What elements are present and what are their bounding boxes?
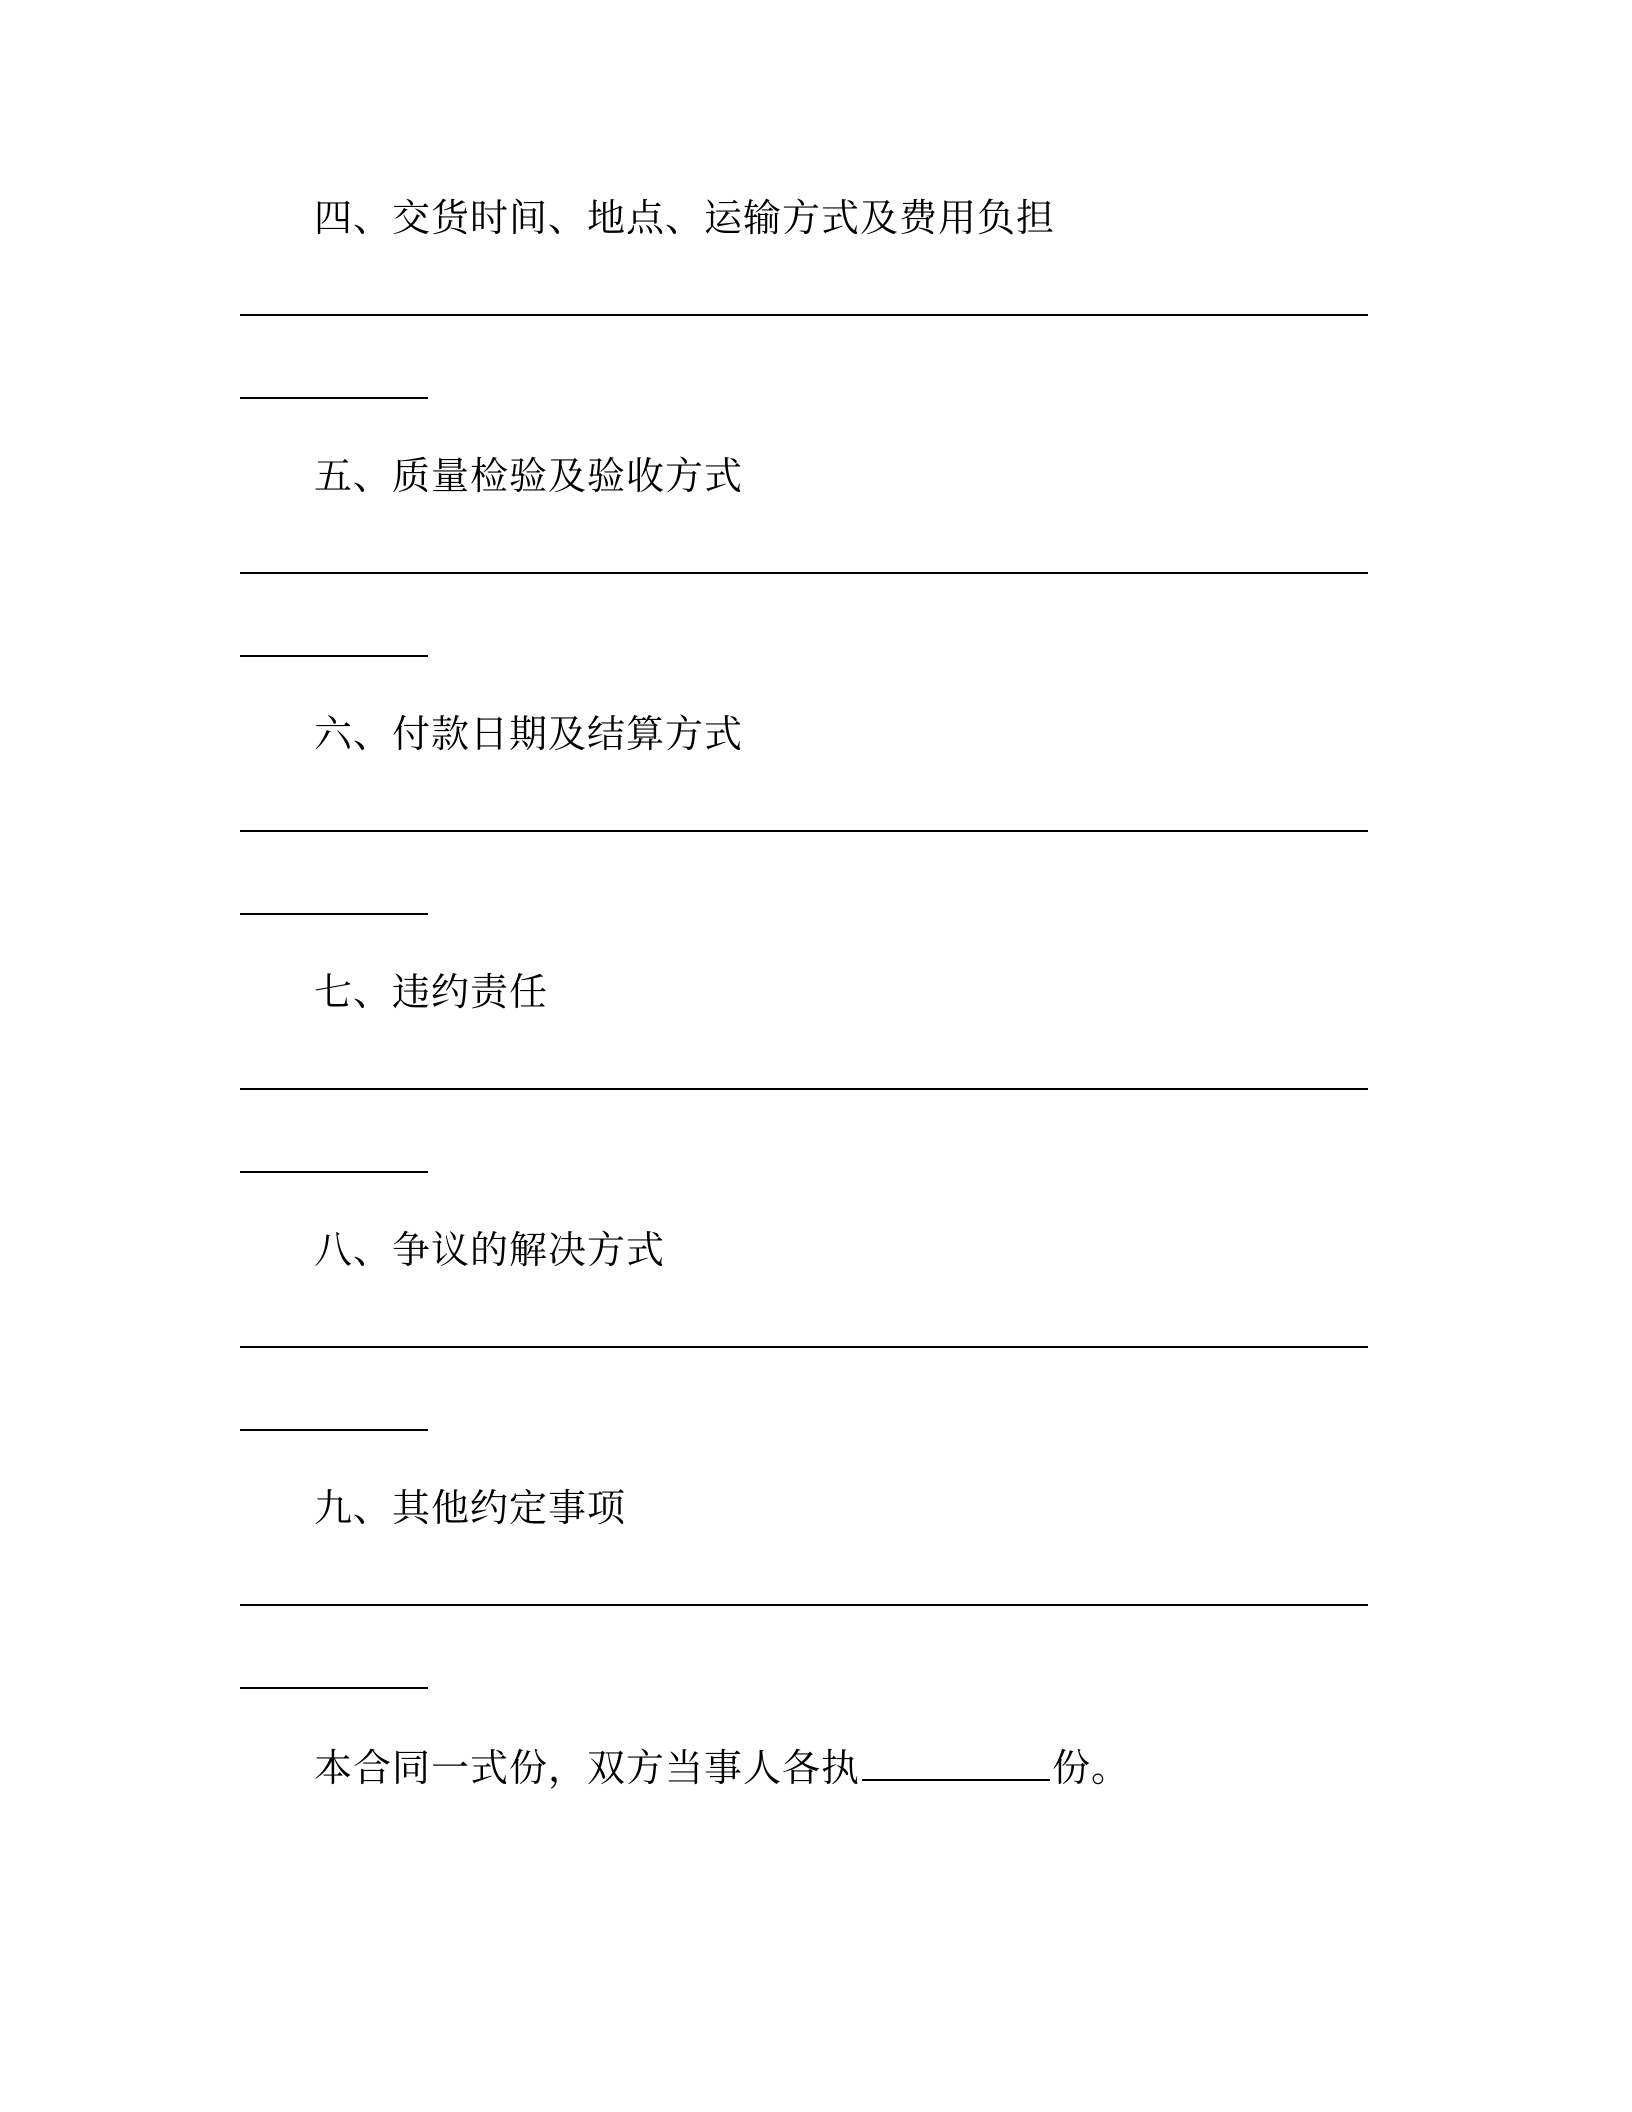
section-heading-9: 九、其他约定事项	[314, 1486, 627, 1530]
section-heading-5: 五、质量检验及验收方式	[314, 454, 744, 498]
fill-line-9-full	[240, 1604, 1368, 1606]
fill-line-9-short	[240, 1687, 428, 1689]
fill-line-8-full	[240, 1346, 1368, 1348]
section-heading-6: 六、付款日期及结算方式	[314, 712, 744, 756]
fill-line-8-short	[240, 1429, 428, 1431]
fill-line-4-short	[240, 397, 428, 399]
fill-line-5-short	[240, 655, 428, 657]
section-heading-4: 四、交货时间、地点、运输方式及费用负担	[314, 196, 1056, 240]
copies-blank	[862, 1749, 1050, 1781]
fill-line-4-full	[240, 314, 1368, 316]
closing-sentence	[314, 1744, 1130, 1792]
fill-line-5-full	[240, 572, 1368, 574]
section-heading-7: 七、违约责任	[314, 970, 549, 1014]
fill-line-7-full	[240, 1088, 1368, 1090]
closing-text-after: 份。	[1052, 1746, 1131, 1790]
fill-line-6-full	[240, 830, 1368, 832]
section-heading-8: 八、争议的解决方式	[314, 1228, 666, 1272]
closing-text-before: 本合同一式份，双方当事人各执	[314, 1746, 861, 1790]
fill-line-6-short	[240, 913, 428, 915]
fill-line-7-short	[240, 1171, 428, 1173]
